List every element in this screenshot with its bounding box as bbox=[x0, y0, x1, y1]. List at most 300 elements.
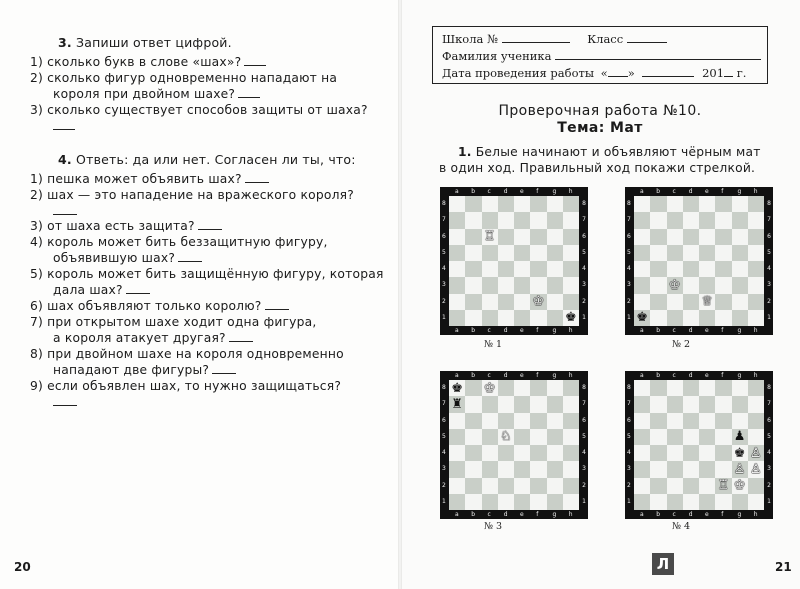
square-e3[interactable] bbox=[699, 461, 715, 477]
square-a7[interactable] bbox=[634, 212, 650, 228]
square-e7[interactable] bbox=[514, 396, 530, 412]
square-f7[interactable] bbox=[530, 212, 546, 228]
square-e1[interactable] bbox=[514, 494, 530, 510]
answer-blank[interactable] bbox=[229, 331, 253, 342]
square-h5[interactable] bbox=[748, 245, 764, 261]
square-a6[interactable] bbox=[634, 229, 650, 245]
square-d1[interactable] bbox=[683, 310, 699, 326]
square-e8[interactable] bbox=[699, 196, 715, 212]
square-a7[interactable] bbox=[449, 396, 465, 412]
task4-item-number: 5) bbox=[30, 267, 44, 281]
square-c7[interactable] bbox=[667, 396, 683, 412]
square-b6[interactable] bbox=[465, 229, 481, 245]
square-d5[interactable] bbox=[498, 245, 514, 261]
square-a8[interactable] bbox=[449, 196, 465, 212]
square-c2[interactable] bbox=[482, 478, 498, 494]
square-d1[interactable] bbox=[498, 494, 514, 510]
chess-piece-d5[interactable]: ♘ bbox=[500, 429, 512, 445]
square-b5[interactable] bbox=[465, 429, 481, 445]
square-f1[interactable] bbox=[530, 494, 546, 510]
square-c8[interactable] bbox=[667, 196, 683, 212]
task3-item-1-line-1 bbox=[30, 55, 266, 70]
square-a6[interactable] bbox=[634, 413, 650, 429]
square-e5[interactable] bbox=[699, 429, 715, 445]
square-f7[interactable] bbox=[530, 396, 546, 412]
square-g6[interactable] bbox=[547, 413, 563, 429]
square-d5[interactable] bbox=[683, 429, 699, 445]
square-a7[interactable] bbox=[634, 396, 650, 412]
square-b8[interactable] bbox=[465, 380, 481, 396]
square-e1[interactable] bbox=[699, 494, 715, 510]
square-h2[interactable] bbox=[563, 294, 579, 310]
chess-piece-g5[interactable]: ♟ bbox=[733, 429, 746, 445]
square-g7[interactable] bbox=[547, 396, 563, 412]
square-h8[interactable] bbox=[563, 380, 579, 396]
square-e6[interactable] bbox=[514, 229, 530, 245]
square-h1[interactable] bbox=[748, 494, 764, 510]
square-d7[interactable] bbox=[683, 212, 699, 228]
square-a7[interactable] bbox=[449, 212, 465, 228]
square-h3[interactable] bbox=[563, 277, 579, 293]
square-d4[interactable] bbox=[683, 445, 699, 461]
square-f5[interactable] bbox=[715, 429, 731, 445]
square-e2[interactable] bbox=[514, 478, 530, 494]
square-d7[interactable] bbox=[498, 212, 514, 228]
chess-piece-e2[interactable]: ♕ bbox=[701, 294, 713, 310]
square-c3[interactable] bbox=[482, 277, 498, 293]
square-a3[interactable] bbox=[449, 461, 465, 477]
square-e2[interactable] bbox=[514, 294, 530, 310]
square-h1[interactable] bbox=[563, 494, 579, 510]
square-g3[interactable] bbox=[732, 461, 748, 477]
square-f3[interactable] bbox=[715, 277, 731, 293]
square-f6[interactable] bbox=[530, 229, 546, 245]
chess-piece-c3[interactable]: ♔ bbox=[668, 277, 681, 293]
square-b2[interactable] bbox=[650, 294, 666, 310]
answer-blank[interactable] bbox=[244, 55, 266, 66]
square-c8[interactable] bbox=[482, 196, 498, 212]
square-a4[interactable] bbox=[634, 261, 650, 277]
square-d8[interactable] bbox=[683, 380, 699, 396]
square-g1[interactable] bbox=[732, 494, 748, 510]
square-a5[interactable] bbox=[634, 429, 650, 445]
square-d1[interactable] bbox=[498, 310, 514, 326]
square-f7[interactable] bbox=[715, 396, 731, 412]
square-h1[interactable] bbox=[748, 310, 764, 326]
square-g4[interactable] bbox=[732, 445, 748, 461]
square-h7[interactable] bbox=[748, 396, 764, 412]
square-h4[interactable] bbox=[563, 445, 579, 461]
square-b3[interactable] bbox=[650, 461, 666, 477]
square-e3[interactable] bbox=[514, 461, 530, 477]
square-f4[interactable] bbox=[715, 445, 731, 461]
square-f8[interactable] bbox=[715, 380, 731, 396]
square-f2[interactable] bbox=[715, 294, 731, 310]
square-c5[interactable] bbox=[667, 245, 683, 261]
square-d3[interactable] bbox=[683, 461, 699, 477]
square-f6[interactable] bbox=[715, 229, 731, 245]
square-d8[interactable] bbox=[498, 380, 514, 396]
square-b5[interactable] bbox=[650, 245, 666, 261]
square-f7[interactable] bbox=[715, 212, 731, 228]
square-d8[interactable] bbox=[683, 196, 699, 212]
square-g4[interactable] bbox=[547, 261, 563, 277]
square-a3[interactable] bbox=[449, 277, 465, 293]
square-g3[interactable] bbox=[547, 461, 563, 477]
square-h6[interactable] bbox=[748, 413, 764, 429]
square-h1[interactable] bbox=[563, 310, 579, 326]
answer-blank[interactable] bbox=[126, 283, 150, 294]
square-b8[interactable] bbox=[650, 196, 666, 212]
square-g5[interactable] bbox=[547, 429, 563, 445]
square-a6[interactable] bbox=[449, 413, 465, 429]
square-d8[interactable] bbox=[498, 196, 514, 212]
date-month-blank[interactable] bbox=[642, 66, 694, 77]
answer-blank[interactable] bbox=[245, 172, 269, 183]
square-c2[interactable] bbox=[667, 478, 683, 494]
square-b3[interactable] bbox=[465, 461, 481, 477]
square-f5[interactable] bbox=[530, 429, 546, 445]
square-e7[interactable] bbox=[514, 212, 530, 228]
square-a3[interactable] bbox=[634, 277, 650, 293]
square-c6[interactable] bbox=[482, 413, 498, 429]
square-e6[interactable] bbox=[514, 413, 530, 429]
square-b5[interactable] bbox=[465, 245, 481, 261]
answer-blank[interactable] bbox=[53, 119, 75, 130]
publisher-logo: Л bbox=[652, 553, 674, 575]
square-a3[interactable] bbox=[634, 461, 650, 477]
square-e7[interactable] bbox=[699, 396, 715, 412]
square-f3[interactable] bbox=[530, 461, 546, 477]
square-h6[interactable] bbox=[563, 413, 579, 429]
square-e3[interactable] bbox=[699, 277, 715, 293]
rank-label: 1 bbox=[442, 497, 446, 505]
square-a1[interactable] bbox=[634, 310, 650, 326]
square-f6[interactable] bbox=[530, 413, 546, 429]
square-a5[interactable] bbox=[634, 245, 650, 261]
square-c8[interactable] bbox=[667, 380, 683, 396]
answer-blank[interactable] bbox=[238, 87, 260, 98]
square-b8[interactable] bbox=[465, 196, 481, 212]
square-h8[interactable] bbox=[563, 196, 579, 212]
square-b4[interactable] bbox=[650, 261, 666, 277]
square-f5[interactable] bbox=[715, 245, 731, 261]
square-d3[interactable] bbox=[498, 277, 514, 293]
square-d5[interactable] bbox=[683, 245, 699, 261]
square-h6[interactable] bbox=[748, 229, 764, 245]
square-g8[interactable] bbox=[547, 380, 563, 396]
square-d2[interactable] bbox=[498, 294, 514, 310]
square-c6[interactable] bbox=[667, 413, 683, 429]
chess-piece-a8[interactable]: ♚ bbox=[451, 380, 463, 396]
square-d4[interactable] bbox=[498, 445, 514, 461]
chess-piece-h4[interactable]: ♙ bbox=[750, 445, 762, 461]
square-e4[interactable] bbox=[699, 261, 715, 277]
chess-piece-a1[interactable]: ♚ bbox=[636, 310, 648, 326]
square-b4[interactable] bbox=[650, 445, 666, 461]
square-g6[interactable] bbox=[732, 413, 748, 429]
square-e1[interactable] bbox=[699, 310, 715, 326]
square-h4[interactable] bbox=[748, 261, 764, 277]
square-c5[interactable] bbox=[482, 245, 498, 261]
square-a1[interactable] bbox=[449, 494, 465, 510]
square-b7[interactable] bbox=[650, 212, 666, 228]
square-e5[interactable] bbox=[699, 245, 715, 261]
square-c2[interactable] bbox=[482, 294, 498, 310]
square-g5[interactable] bbox=[732, 429, 748, 445]
square-h2[interactable] bbox=[748, 294, 764, 310]
square-h2[interactable] bbox=[563, 478, 579, 494]
square-g8[interactable] bbox=[732, 196, 748, 212]
square-d7[interactable] bbox=[683, 396, 699, 412]
file-label: g bbox=[737, 372, 742, 379]
square-a1[interactable] bbox=[634, 494, 650, 510]
square-h8[interactable] bbox=[748, 196, 764, 212]
square-h3[interactable] bbox=[748, 277, 764, 293]
rank-label: 6 bbox=[582, 232, 586, 240]
square-g3[interactable] bbox=[547, 277, 563, 293]
answer-blank[interactable] bbox=[53, 204, 77, 215]
square-h3[interactable] bbox=[563, 461, 579, 477]
square-d6[interactable] bbox=[683, 413, 699, 429]
square-a6[interactable] bbox=[449, 229, 465, 245]
square-c8[interactable] bbox=[482, 380, 498, 396]
square-b2[interactable] bbox=[465, 478, 481, 494]
square-e4[interactable] bbox=[514, 445, 530, 461]
square-g1[interactable] bbox=[547, 310, 563, 326]
square-g7[interactable] bbox=[547, 212, 563, 228]
square-c3[interactable] bbox=[667, 461, 683, 477]
square-g1[interactable] bbox=[732, 310, 748, 326]
answer-blank[interactable] bbox=[178, 251, 202, 262]
square-a2[interactable] bbox=[634, 294, 650, 310]
square-b6[interactable] bbox=[465, 413, 481, 429]
square-b4[interactable] bbox=[465, 445, 481, 461]
square-e8[interactable] bbox=[514, 196, 530, 212]
square-c5[interactable] bbox=[482, 429, 498, 445]
square-h3[interactable] bbox=[748, 461, 764, 477]
square-e5[interactable] bbox=[514, 429, 530, 445]
square-e4[interactable] bbox=[514, 261, 530, 277]
square-f2[interactable] bbox=[530, 478, 546, 494]
square-d5[interactable] bbox=[498, 429, 514, 445]
square-c3[interactable] bbox=[667, 277, 683, 293]
square-c4[interactable] bbox=[482, 261, 498, 277]
square-h5[interactable] bbox=[563, 429, 579, 445]
square-e6[interactable] bbox=[699, 229, 715, 245]
square-h7[interactable] bbox=[748, 212, 764, 228]
square-b3[interactable] bbox=[465, 277, 481, 293]
square-g6[interactable] bbox=[732, 229, 748, 245]
square-c4[interactable] bbox=[667, 445, 683, 461]
square-g2[interactable] bbox=[732, 478, 748, 494]
square-c2[interactable] bbox=[667, 294, 683, 310]
square-e8[interactable] bbox=[514, 380, 530, 396]
chess-piece-h3[interactable]: ♙ bbox=[750, 461, 762, 477]
square-c3[interactable] bbox=[482, 461, 498, 477]
square-f8[interactable] bbox=[530, 196, 546, 212]
square-a4[interactable] bbox=[634, 445, 650, 461]
square-f1[interactable] bbox=[530, 310, 546, 326]
square-a8[interactable] bbox=[449, 380, 465, 396]
date-day-blank[interactable] bbox=[608, 66, 628, 77]
square-f4[interactable] bbox=[715, 261, 731, 277]
square-g7[interactable] bbox=[732, 212, 748, 228]
square-a2[interactable] bbox=[634, 478, 650, 494]
square-f6[interactable] bbox=[715, 413, 731, 429]
square-c1[interactable] bbox=[482, 310, 498, 326]
chess-piece-c6[interactable]: ♖ bbox=[483, 229, 496, 245]
square-d2[interactable] bbox=[498, 478, 514, 494]
square-g8[interactable] bbox=[547, 196, 563, 212]
square-e4[interactable] bbox=[699, 445, 715, 461]
square-d2[interactable] bbox=[683, 478, 699, 494]
square-g3[interactable] bbox=[732, 277, 748, 293]
square-h7[interactable] bbox=[563, 212, 579, 228]
square-h5[interactable] bbox=[563, 245, 579, 261]
square-b7[interactable] bbox=[465, 396, 481, 412]
square-g2[interactable] bbox=[547, 478, 563, 494]
square-b7[interactable] bbox=[650, 396, 666, 412]
square-d1[interactable] bbox=[683, 494, 699, 510]
chess-piece-f2[interactable]: ♖ bbox=[717, 478, 730, 494]
chess-piece-h1[interactable]: ♚ bbox=[565, 310, 577, 326]
square-d7[interactable] bbox=[498, 396, 514, 412]
square-c5[interactable] bbox=[667, 429, 683, 445]
square-c6[interactable] bbox=[482, 229, 498, 245]
year-blank[interactable] bbox=[724, 66, 733, 77]
square-f1[interactable] bbox=[715, 494, 731, 510]
square-c7[interactable] bbox=[667, 212, 683, 228]
square-b1[interactable] bbox=[465, 310, 481, 326]
square-a4[interactable] bbox=[449, 445, 465, 461]
square-c1[interactable] bbox=[667, 310, 683, 326]
surname-blank[interactable] bbox=[555, 49, 761, 60]
square-e8[interactable] bbox=[699, 380, 715, 396]
answer-blank[interactable] bbox=[198, 219, 222, 230]
square-a5[interactable] bbox=[449, 245, 465, 261]
square-b1[interactable] bbox=[650, 494, 666, 510]
chess-piece-g3[interactable]: ♙ bbox=[733, 461, 746, 477]
square-b6[interactable] bbox=[650, 413, 666, 429]
square-e2[interactable] bbox=[699, 478, 715, 494]
square-e3[interactable] bbox=[514, 277, 530, 293]
square-a2[interactable] bbox=[449, 294, 465, 310]
square-b6[interactable] bbox=[650, 229, 666, 245]
square-b2[interactable] bbox=[650, 478, 666, 494]
square-a8[interactable] bbox=[634, 380, 650, 396]
chess-piece-g4[interactable]: ♚ bbox=[733, 445, 746, 461]
square-b7[interactable] bbox=[465, 212, 481, 228]
answer-blank[interactable] bbox=[212, 363, 236, 374]
square-a5[interactable] bbox=[449, 429, 465, 445]
square-h7[interactable] bbox=[563, 396, 579, 412]
square-h5[interactable] bbox=[748, 429, 764, 445]
square-g8[interactable] bbox=[732, 380, 748, 396]
square-g5[interactable] bbox=[732, 245, 748, 261]
square-f1[interactable] bbox=[715, 310, 731, 326]
square-d2[interactable] bbox=[683, 294, 699, 310]
chess-piece-f2[interactable]: ♔ bbox=[532, 294, 545, 310]
square-c1[interactable] bbox=[482, 494, 498, 510]
square-d3[interactable] bbox=[683, 277, 699, 293]
square-b1[interactable] bbox=[650, 310, 666, 326]
square-b2[interactable] bbox=[465, 294, 481, 310]
square-c4[interactable] bbox=[667, 261, 683, 277]
square-f4[interactable] bbox=[530, 261, 546, 277]
square-g4[interactable] bbox=[732, 261, 748, 277]
chess-piece-g2[interactable]: ♔ bbox=[733, 478, 746, 494]
square-a4[interactable] bbox=[449, 261, 465, 277]
square-e2[interactable] bbox=[699, 294, 715, 310]
square-d6[interactable] bbox=[683, 229, 699, 245]
square-h4[interactable] bbox=[748, 445, 764, 461]
square-g1[interactable] bbox=[547, 494, 563, 510]
square-c1[interactable] bbox=[667, 494, 683, 510]
square-a8[interactable] bbox=[634, 196, 650, 212]
square-d4[interactable] bbox=[683, 261, 699, 277]
chess-piece-a7[interactable]: ♜ bbox=[451, 396, 463, 412]
square-b1[interactable] bbox=[465, 494, 481, 510]
chess-board-1 bbox=[440, 187, 588, 335]
square-g5[interactable] bbox=[547, 245, 563, 261]
square-c4[interactable] bbox=[482, 445, 498, 461]
square-g4[interactable] bbox=[547, 445, 563, 461]
square-f2[interactable] bbox=[715, 478, 731, 494]
square-c7[interactable] bbox=[482, 212, 498, 228]
answer-blank[interactable] bbox=[53, 395, 77, 406]
square-h2[interactable] bbox=[748, 478, 764, 494]
square-g2[interactable] bbox=[547, 294, 563, 310]
square-b3[interactable] bbox=[650, 277, 666, 293]
square-b5[interactable] bbox=[650, 429, 666, 445]
square-f2[interactable] bbox=[530, 294, 546, 310]
file-label: d bbox=[688, 327, 693, 334]
square-d6[interactable] bbox=[498, 229, 514, 245]
square-c7[interactable] bbox=[482, 396, 498, 412]
square-g2[interactable] bbox=[732, 294, 748, 310]
square-f4[interactable] bbox=[530, 445, 546, 461]
square-g7[interactable] bbox=[732, 396, 748, 412]
square-a2[interactable] bbox=[449, 478, 465, 494]
square-b8[interactable] bbox=[650, 380, 666, 396]
square-d6[interactable] bbox=[498, 413, 514, 429]
school-blank[interactable] bbox=[502, 32, 570, 43]
answer-blank[interactable] bbox=[265, 299, 289, 310]
square-h6[interactable] bbox=[563, 229, 579, 245]
file-label: d bbox=[688, 188, 693, 195]
square-e1[interactable] bbox=[514, 310, 530, 326]
square-e5[interactable] bbox=[514, 245, 530, 261]
square-b4[interactable] bbox=[465, 261, 481, 277]
square-d3[interactable] bbox=[498, 461, 514, 477]
square-e6[interactable] bbox=[699, 413, 715, 429]
square-d4[interactable] bbox=[498, 261, 514, 277]
square-a1[interactable] bbox=[449, 310, 465, 326]
square-f5[interactable] bbox=[530, 245, 546, 261]
square-g6[interactable] bbox=[547, 229, 563, 245]
square-f3[interactable] bbox=[715, 461, 731, 477]
square-h8[interactable] bbox=[748, 380, 764, 396]
class-blank[interactable] bbox=[627, 32, 667, 43]
square-e7[interactable] bbox=[699, 212, 715, 228]
square-f8[interactable] bbox=[530, 380, 546, 396]
square-h4[interactable] bbox=[563, 261, 579, 277]
chess-piece-c8[interactable]: ♔ bbox=[483, 380, 496, 396]
square-c6[interactable] bbox=[667, 229, 683, 245]
square-f8[interactable] bbox=[715, 196, 731, 212]
square-f3[interactable] bbox=[530, 277, 546, 293]
